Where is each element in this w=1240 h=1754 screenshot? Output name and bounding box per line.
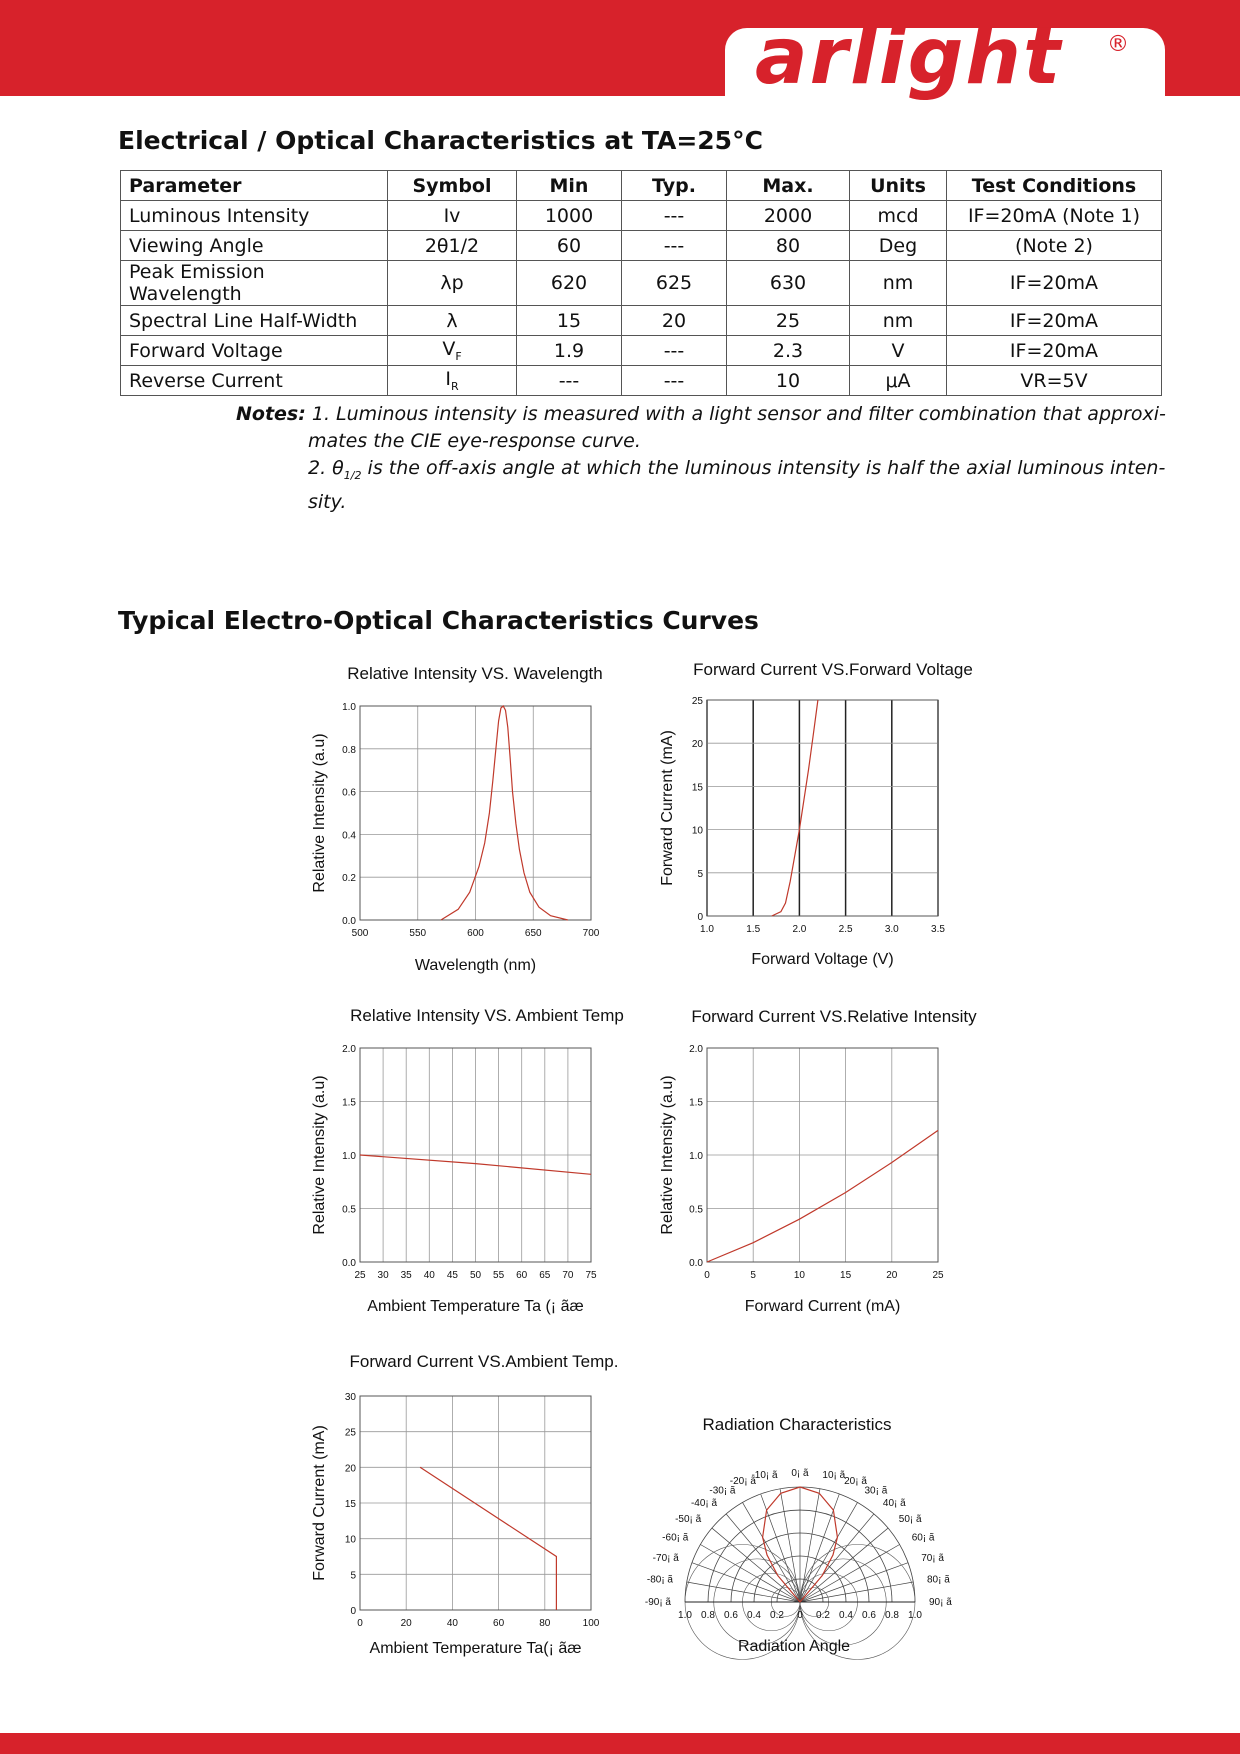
cell-text: V bbox=[442, 338, 456, 361]
col-header: Parameter bbox=[121, 171, 388, 201]
y-tick-label: 25 bbox=[691, 696, 703, 707]
y-tick-label: 15 bbox=[344, 1499, 356, 1510]
cell-text: nm bbox=[882, 309, 914, 332]
y-tick-label: 0.8 bbox=[342, 744, 356, 756]
x-tick-label: 600 bbox=[467, 928, 484, 939]
cell-text: I bbox=[445, 368, 451, 391]
cell-text: nm bbox=[882, 272, 914, 294]
x-tick-label: 2.5 bbox=[838, 924, 853, 935]
chart-title: Relative Intensity VS. Ambient Temp bbox=[350, 1006, 624, 1025]
angle-label: -70¡ ã bbox=[652, 1552, 679, 1564]
scale-label: 0.4 bbox=[839, 1610, 853, 1621]
x-tick-label: 30 bbox=[377, 1270, 389, 1281]
x-tick-label: 55 bbox=[493, 1270, 505, 1281]
x-tick-label: 1.5 bbox=[746, 924, 761, 935]
cell-text: VR=5V bbox=[1020, 369, 1088, 392]
x-tick-label: 3.0 bbox=[884, 924, 899, 935]
cell-text: IF=20mA (Note 1) bbox=[967, 204, 1141, 227]
col-header: Symbol bbox=[388, 171, 517, 201]
x-tick-label: 20 bbox=[400, 1618, 412, 1629]
y-axis-label: Relative Intensity (a.u) bbox=[311, 733, 328, 893]
y-axis-label: Forward Current (mA) bbox=[311, 1425, 328, 1581]
cell-text: 20 bbox=[661, 309, 687, 332]
series-line bbox=[707, 1130, 938, 1262]
x-tick-label: 15 bbox=[840, 1270, 852, 1281]
radiation-chart bbox=[645, 1415, 952, 1660]
cell-text: --- bbox=[663, 339, 685, 362]
cell-text: Luminous Intensity bbox=[129, 204, 310, 227]
y-tick-label: 0.5 bbox=[689, 1204, 703, 1216]
radiation-title: Radiation Characteristics bbox=[702, 1415, 892, 1434]
x-tick-label: 100 bbox=[582, 1618, 600, 1629]
scale-label: 0.6 bbox=[724, 1610, 738, 1621]
y-tick-label: 1.0 bbox=[342, 1151, 356, 1162]
angle-label: 40¡ ã bbox=[882, 1498, 906, 1510]
scale-label: 0.8 bbox=[885, 1610, 899, 1621]
scale-label: 0.2 bbox=[770, 1610, 784, 1621]
chart-title: Forward Current VS.Forward Voltage bbox=[693, 660, 973, 679]
note-2-line-2: sity. bbox=[308, 490, 347, 513]
cell-text: Spectral Line Half-Width bbox=[129, 309, 358, 332]
cell-text: Reverse Current bbox=[129, 369, 283, 392]
notes-label: Notes: bbox=[236, 403, 306, 425]
x-tick-label: 60 bbox=[493, 1618, 505, 1629]
angle-label: 10¡ ã bbox=[822, 1470, 846, 1481]
y-tick-label: 20 bbox=[691, 739, 703, 751]
x-tick-label: 3.5 bbox=[931, 924, 945, 935]
cell-text: Viewing Angle bbox=[129, 234, 264, 257]
cell-text: Peak Emission Wavelength bbox=[129, 261, 265, 305]
angle-label: -90¡ ã bbox=[644, 1597, 671, 1608]
y-tick-label: 2.0 bbox=[342, 1044, 356, 1055]
cell-text: 25 bbox=[775, 309, 801, 332]
y-tick-label: 1.0 bbox=[689, 1151, 703, 1162]
chart-4 bbox=[659, 1007, 977, 1315]
cell-text: IF=20mA bbox=[1009, 339, 1099, 362]
cell-text: --- bbox=[663, 369, 685, 392]
angle-label: -20¡ ã bbox=[729, 1475, 756, 1487]
cell-text: 2θ1/2 bbox=[424, 234, 480, 257]
x-tick-label: 65 bbox=[539, 1270, 551, 1281]
angle-label: 50¡ ã bbox=[898, 1514, 922, 1526]
radiation-x-label: Radiation Angle bbox=[737, 1638, 851, 1655]
angle-label: 0¡ ã bbox=[791, 1468, 809, 1479]
cell-text: μA bbox=[885, 369, 911, 392]
cell-text: IF=20mA bbox=[1009, 309, 1099, 332]
y-tick-label: 0.6 bbox=[342, 787, 356, 799]
y-tick-label: 0 bbox=[350, 1606, 356, 1617]
x-tick-label: 700 bbox=[582, 928, 600, 939]
y-tick-label: 0.4 bbox=[342, 830, 356, 842]
col-header: Max. bbox=[727, 171, 850, 201]
cell-text: 1000 bbox=[544, 204, 594, 227]
x-tick-label: 50 bbox=[469, 1270, 482, 1281]
x-tick-label: 40 bbox=[423, 1270, 435, 1281]
cell-text: 10 bbox=[775, 369, 801, 392]
cell-text: Iv bbox=[443, 204, 461, 227]
x-tick-label: 25 bbox=[354, 1270, 366, 1281]
x-tick-label: 500 bbox=[351, 928, 369, 939]
plot-frame bbox=[707, 700, 938, 916]
y-tick-label: 0.5 bbox=[342, 1204, 356, 1216]
cell-text: 2000 bbox=[763, 204, 813, 227]
x-tick-label: 10 bbox=[793, 1270, 805, 1281]
x-tick-label: 35 bbox=[400, 1270, 412, 1281]
chart-2 bbox=[659, 660, 973, 968]
cell-text: V bbox=[891, 339, 905, 362]
cell-text: Deg bbox=[878, 234, 918, 257]
col-header: Test Conditions bbox=[947, 171, 1162, 201]
y-tick-label: 0.2 bbox=[342, 873, 356, 885]
cell-text: mcd bbox=[877, 204, 919, 227]
angle-label: -80¡ ã bbox=[646, 1574, 673, 1586]
angle-label: -50¡ ã bbox=[675, 1514, 702, 1526]
y-tick-label: 5 bbox=[350, 1570, 356, 1582]
x-tick-label: 2.0 bbox=[792, 924, 807, 935]
x-axis-label: Forward Voltage (V) bbox=[751, 951, 894, 968]
cell-text: --- bbox=[663, 204, 685, 227]
scale-label: 0.8 bbox=[701, 1610, 715, 1621]
chart-title: Relative Intensity VS. Wavelength bbox=[347, 664, 603, 683]
col-header: Min bbox=[517, 171, 622, 201]
x-tick-label: 80 bbox=[539, 1618, 551, 1629]
cell-text: λ bbox=[446, 309, 458, 332]
scale-label: 0.4 bbox=[747, 1610, 761, 1621]
x-tick-label: 1.0 bbox=[700, 924, 714, 935]
angle-label: 20¡ ã bbox=[844, 1475, 867, 1487]
chart-1 bbox=[311, 664, 603, 974]
y-tick-label: 5 bbox=[697, 868, 703, 880]
x-tick-label: 650 bbox=[524, 928, 542, 939]
brand-logo: arlight bbox=[755, 12, 1063, 102]
note-2-prefix: 2. θ bbox=[308, 457, 344, 479]
cell-text: --- bbox=[663, 234, 685, 257]
cell-text: 625 bbox=[655, 272, 693, 294]
y-tick-label: 30 bbox=[344, 1392, 356, 1403]
note-1-line-2: mates the CIE eye-response curve. bbox=[308, 430, 641, 452]
cell-text: 60 bbox=[556, 234, 582, 257]
series-line bbox=[441, 706, 568, 920]
note-2-line-1: is the off-axis angle at which the luminous intensity is half the axial luminous inten- bbox=[361, 457, 1166, 479]
y-tick-label: 0 bbox=[697, 912, 703, 923]
x-tick-label: 5 bbox=[750, 1270, 756, 1281]
scale-label: 1.0 bbox=[678, 1610, 692, 1621]
cell-text: λp bbox=[440, 272, 464, 294]
x-axis-label: Ambient Temperature Ta(¡ ãæ bbox=[369, 1640, 582, 1657]
angle-label: -40¡ ã bbox=[690, 1498, 718, 1510]
x-tick-label: 40 bbox=[446, 1618, 458, 1629]
chart-title: Forward Current VS.Ambient Temp. bbox=[349, 1352, 619, 1371]
y-tick-label: 20 bbox=[344, 1463, 356, 1475]
x-axis-label: Ambient Temperature Ta (¡ ãæ bbox=[367, 1298, 584, 1315]
chart-title: Forward Current VS.Relative Intensity bbox=[691, 1007, 977, 1026]
col-header: Units bbox=[850, 171, 947, 201]
angle-label: 60¡ ã bbox=[911, 1532, 935, 1544]
y-tick-label: 2.0 bbox=[689, 1044, 703, 1055]
angle-label: 70¡ ã bbox=[921, 1552, 944, 1564]
x-tick-label: 70 bbox=[562, 1270, 574, 1281]
cell-text: 620 bbox=[550, 272, 588, 294]
note-1-line-1: 1. Luminous intensity is measured with a light sensor and filter combination that approxi- bbox=[305, 403, 1166, 425]
registered-mark: ® bbox=[1107, 32, 1129, 57]
y-tick-label: 10 bbox=[344, 1534, 356, 1546]
angle-label: 90¡ ã bbox=[929, 1597, 952, 1608]
scale-label: 1.0 bbox=[908, 1610, 922, 1621]
cell-text: 80 bbox=[775, 234, 801, 257]
x-tick-label: 25 bbox=[932, 1270, 944, 1281]
angle-label: -60¡ ã bbox=[662, 1532, 689, 1544]
cell-text: Forward Voltage bbox=[129, 339, 283, 362]
y-axis-label: Relative Intensity (a.u) bbox=[311, 1075, 328, 1235]
symbol-subscript: R bbox=[450, 379, 459, 393]
y-tick-label: 1.5 bbox=[342, 1097, 356, 1109]
section-title-curves: Typical Electro-Optical Characteristics Curves bbox=[118, 606, 759, 635]
y-tick-label: 25 bbox=[344, 1427, 356, 1439]
scale-label: 0 bbox=[797, 1610, 803, 1621]
y-tick-label: 0.0 bbox=[342, 916, 356, 927]
cell-text: 630 bbox=[769, 272, 807, 294]
footer-band bbox=[0, 1733, 1240, 1754]
angle-label: 80¡ ã bbox=[927, 1574, 950, 1586]
note-2-subscript: 1/2 bbox=[343, 468, 362, 482]
col-header: Typ. bbox=[622, 171, 727, 201]
cell-text: 2.3 bbox=[772, 339, 804, 362]
angle-label: -30¡ ã bbox=[709, 1485, 736, 1497]
x-tick-label: 0 bbox=[704, 1270, 710, 1281]
y-tick-label: 1.5 bbox=[689, 1097, 703, 1109]
cell-text: --- bbox=[558, 369, 580, 392]
cell-text: 15 bbox=[556, 309, 582, 332]
scale-label: 0.6 bbox=[862, 1610, 876, 1621]
cell-text: 1.9 bbox=[553, 339, 585, 362]
y-tick-label: 0.0 bbox=[689, 1258, 703, 1269]
angle-label: 30¡ ã bbox=[864, 1485, 888, 1497]
series-line bbox=[772, 700, 818, 916]
x-tick-label: 60 bbox=[516, 1270, 528, 1281]
x-tick-label: 0 bbox=[357, 1618, 363, 1629]
x-tick-label: 20 bbox=[886, 1270, 898, 1281]
x-axis-label: Wavelength (nm) bbox=[414, 957, 537, 974]
symbol-subscript: F bbox=[455, 349, 462, 363]
y-tick-label: 0.0 bbox=[342, 1258, 356, 1269]
x-tick-label: 75 bbox=[585, 1270, 597, 1281]
scale-label: 0.2 bbox=[816, 1610, 830, 1621]
y-axis-label: Forward Current (mA) bbox=[659, 730, 676, 886]
chart-5 bbox=[311, 1352, 618, 1657]
x-tick-label: 550 bbox=[409, 928, 427, 939]
y-tick-label: 10 bbox=[691, 825, 703, 837]
angle-label: -10¡ ã bbox=[751, 1470, 778, 1481]
y-tick-label: 15 bbox=[691, 782, 703, 794]
chart-3 bbox=[311, 1006, 624, 1315]
x-tick-label: 45 bbox=[446, 1270, 458, 1281]
section-title-electrical: Electrical / Optical Characteristics at TA=25°C bbox=[118, 126, 763, 155]
y-axis-label: Relative Intensity (a.u) bbox=[659, 1075, 676, 1235]
y-tick-label: 1.0 bbox=[342, 702, 356, 713]
cell-text: (Note 2) bbox=[1015, 234, 1093, 257]
x-axis-label: Forward Current (mA) bbox=[744, 1298, 901, 1315]
cell-text: IF=20mA bbox=[1009, 272, 1099, 294]
